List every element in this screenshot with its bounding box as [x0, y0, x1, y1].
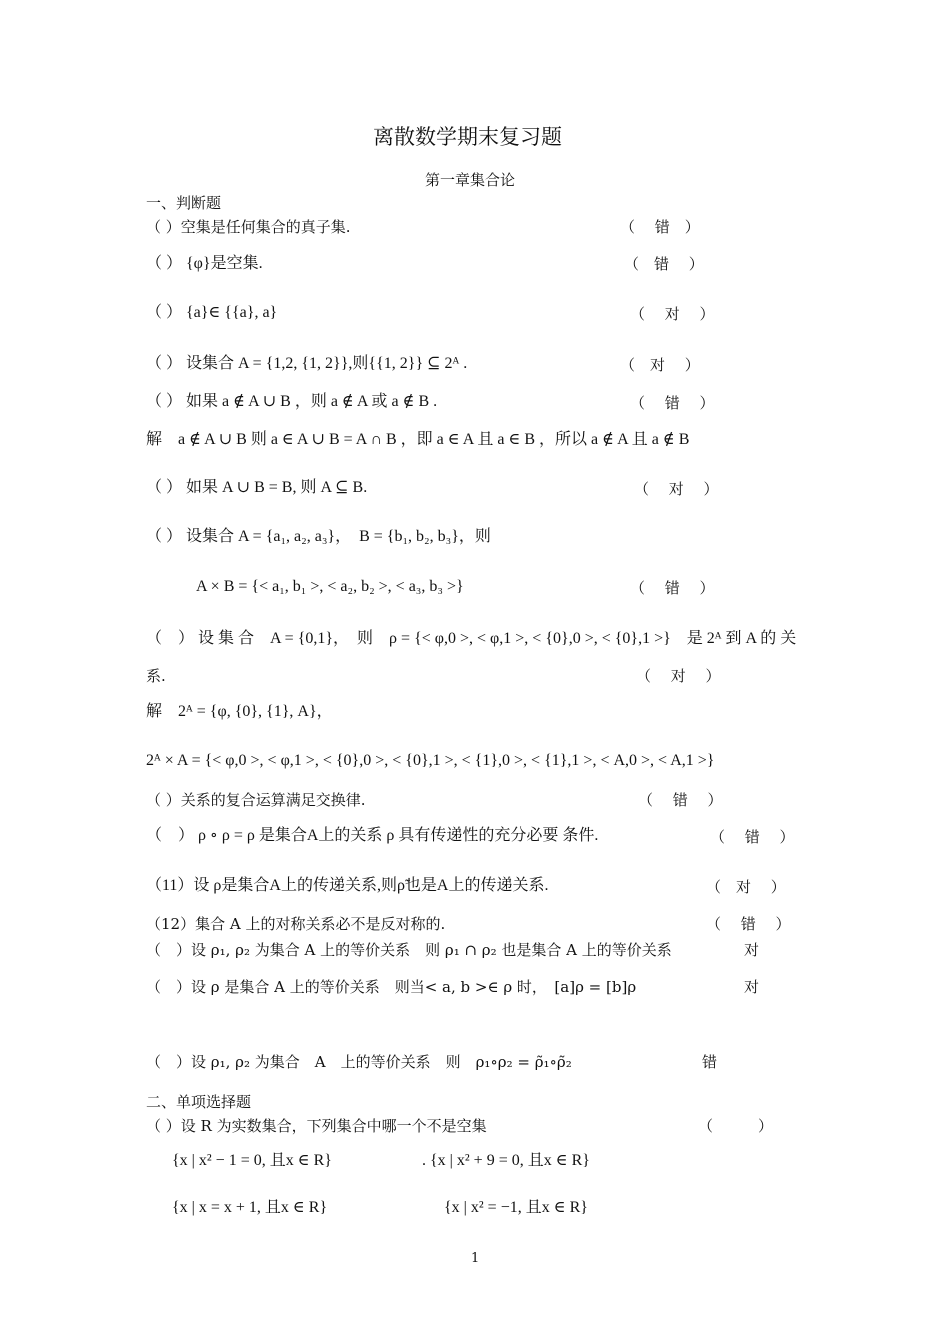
question-text: （12）集合 A 上的对称关系必不是反对称的.: [146, 915, 446, 933]
question-text: （ ） {a}∈ {{a}, a}: [146, 304, 278, 321]
math-formula: A × B = {< a₁, b₁ >, < a₂, b₂ >, < a₃, b₃ >}: [196, 578, 464, 595]
answer-mark: （ 对 ）: [706, 878, 786, 896]
section-heading-multiple-choice: 二、单项选择题: [146, 1093, 252, 1111]
question-text: （ ） {φ}是空集.: [146, 255, 263, 272]
choice-option-c: {x | x = x + 1, 且x ∈ R}: [172, 1199, 328, 1216]
question-text: （ ）设 R 为实数集合，下列集合中哪一个不是空集: [146, 1117, 487, 1135]
question-text: （ ）设 ρ₁, ρ₂ 为集合 A 上的等价关系 则 ρ₁ ∩ ρ₂ 也是集合 A 上的等价关系: [146, 941, 672, 959]
choice-option-d: {x | x² = −1, 且x ∈ R}: [444, 1199, 588, 1216]
answer-mark: （ 对 ）: [634, 480, 719, 498]
answer-mark: 对: [744, 978, 760, 996]
answer-mark: （ 错 ）: [624, 255, 704, 273]
question-text: （ ）设 ρ 是集合 A 上的等价关系 则当< a, b >∈ ρ 时， [a]ρ = [b]ρ: [146, 978, 637, 996]
choice-option-b: . {x | x² + 9 = 0, 且x ∈ R}: [422, 1152, 590, 1169]
answer-mark: （ 对 ）: [630, 305, 715, 323]
question-text: （ ） 设 集 合 A = {0,1}， 则 ρ = {< φ,0 >, < φ,1 >, < {0},0 >, < {0},1 >} 是 2ᴬ 到 A 的 关: [146, 630, 797, 647]
answer-blank: （ ）: [698, 1117, 774, 1135]
question-text: （ ）关系的复合运算满足交换律.: [146, 791, 366, 809]
question-text: （11）设 ρ是集合A上的传递关系,则ρ̃也是A上的传递关系.: [146, 877, 549, 894]
answer-mark: （ 对 ）: [636, 667, 721, 685]
answer-mark: （ 对 ）: [620, 356, 700, 374]
question-text: （ ） 设集合 A = {a₁, a₂, a₃}， B = {b₁, b₂, b₃}，则: [146, 528, 491, 545]
question-text: （ ）空集是任何集合的真子集.: [146, 218, 351, 236]
section-heading-judgement: 一、判断题: [146, 194, 222, 212]
answer-mark: （ 错 ）: [630, 579, 715, 597]
answer-mark: （ 错 ）: [630, 394, 715, 412]
question-text: （ ） 如果 A ∪ B = B, 则 A ⊆ B.: [146, 479, 368, 496]
choice-option-a: {x | x² − 1 = 0, 且x ∈ R}: [172, 1152, 332, 1169]
chapter-heading: 第一章集合论: [425, 171, 516, 189]
answer-mark: （ 错 ）: [706, 915, 791, 933]
answer-mark: 错: [702, 1053, 718, 1071]
page-number: 1: [471, 1251, 480, 1266]
question-text-continued: 系.: [146, 667, 166, 685]
answer-mark: （ 错 ）: [620, 218, 700, 236]
solution-text: 解 2ᴬ = {φ, {0}, {1}, A}，: [146, 703, 333, 720]
answer-mark: （ 错 ）: [710, 828, 795, 846]
answer-mark: （ 错 ）: [638, 791, 723, 809]
question-text: （ ）设 ρ₁, ρ₂ 为集合 A 上的等价关系 则 ρ₁∘ρ₂ = ρ̃₁∘ρ̃₂: [146, 1053, 572, 1071]
question-text: （ ） 如果 a ∉ A ∪ B ，则 a ∉ A 或 a ∉ B .: [146, 393, 438, 410]
question-text: （ ） 设集合 A = {1,2, {1, 2}},则{{1, 2}} ⊆ 2ᴬ .: [146, 355, 468, 372]
answer-mark: 对: [744, 941, 760, 959]
question-text: （ ） ρ ∘ ρ = ρ 是集合A上的关系 ρ 具有传递性的充分必要 条件.: [146, 827, 599, 844]
solution-text: 解 a ∉ A ∪ B 则 a ∈ A ∪ B = A ∩ B ，即 a ∈ A 且 a ∈ B ，所以 a ∉ A 且 a ∉ B: [146, 431, 690, 448]
document-title: 离散数学期末复习题: [373, 125, 562, 149]
math-formula: 2ᴬ × A = {< φ,0 >, < φ,1 >, < {0},0 >, < {0},1 >, < {1},0 >, < {1},1 >, < A,0 >, < A,1 >}: [146, 752, 715, 769]
